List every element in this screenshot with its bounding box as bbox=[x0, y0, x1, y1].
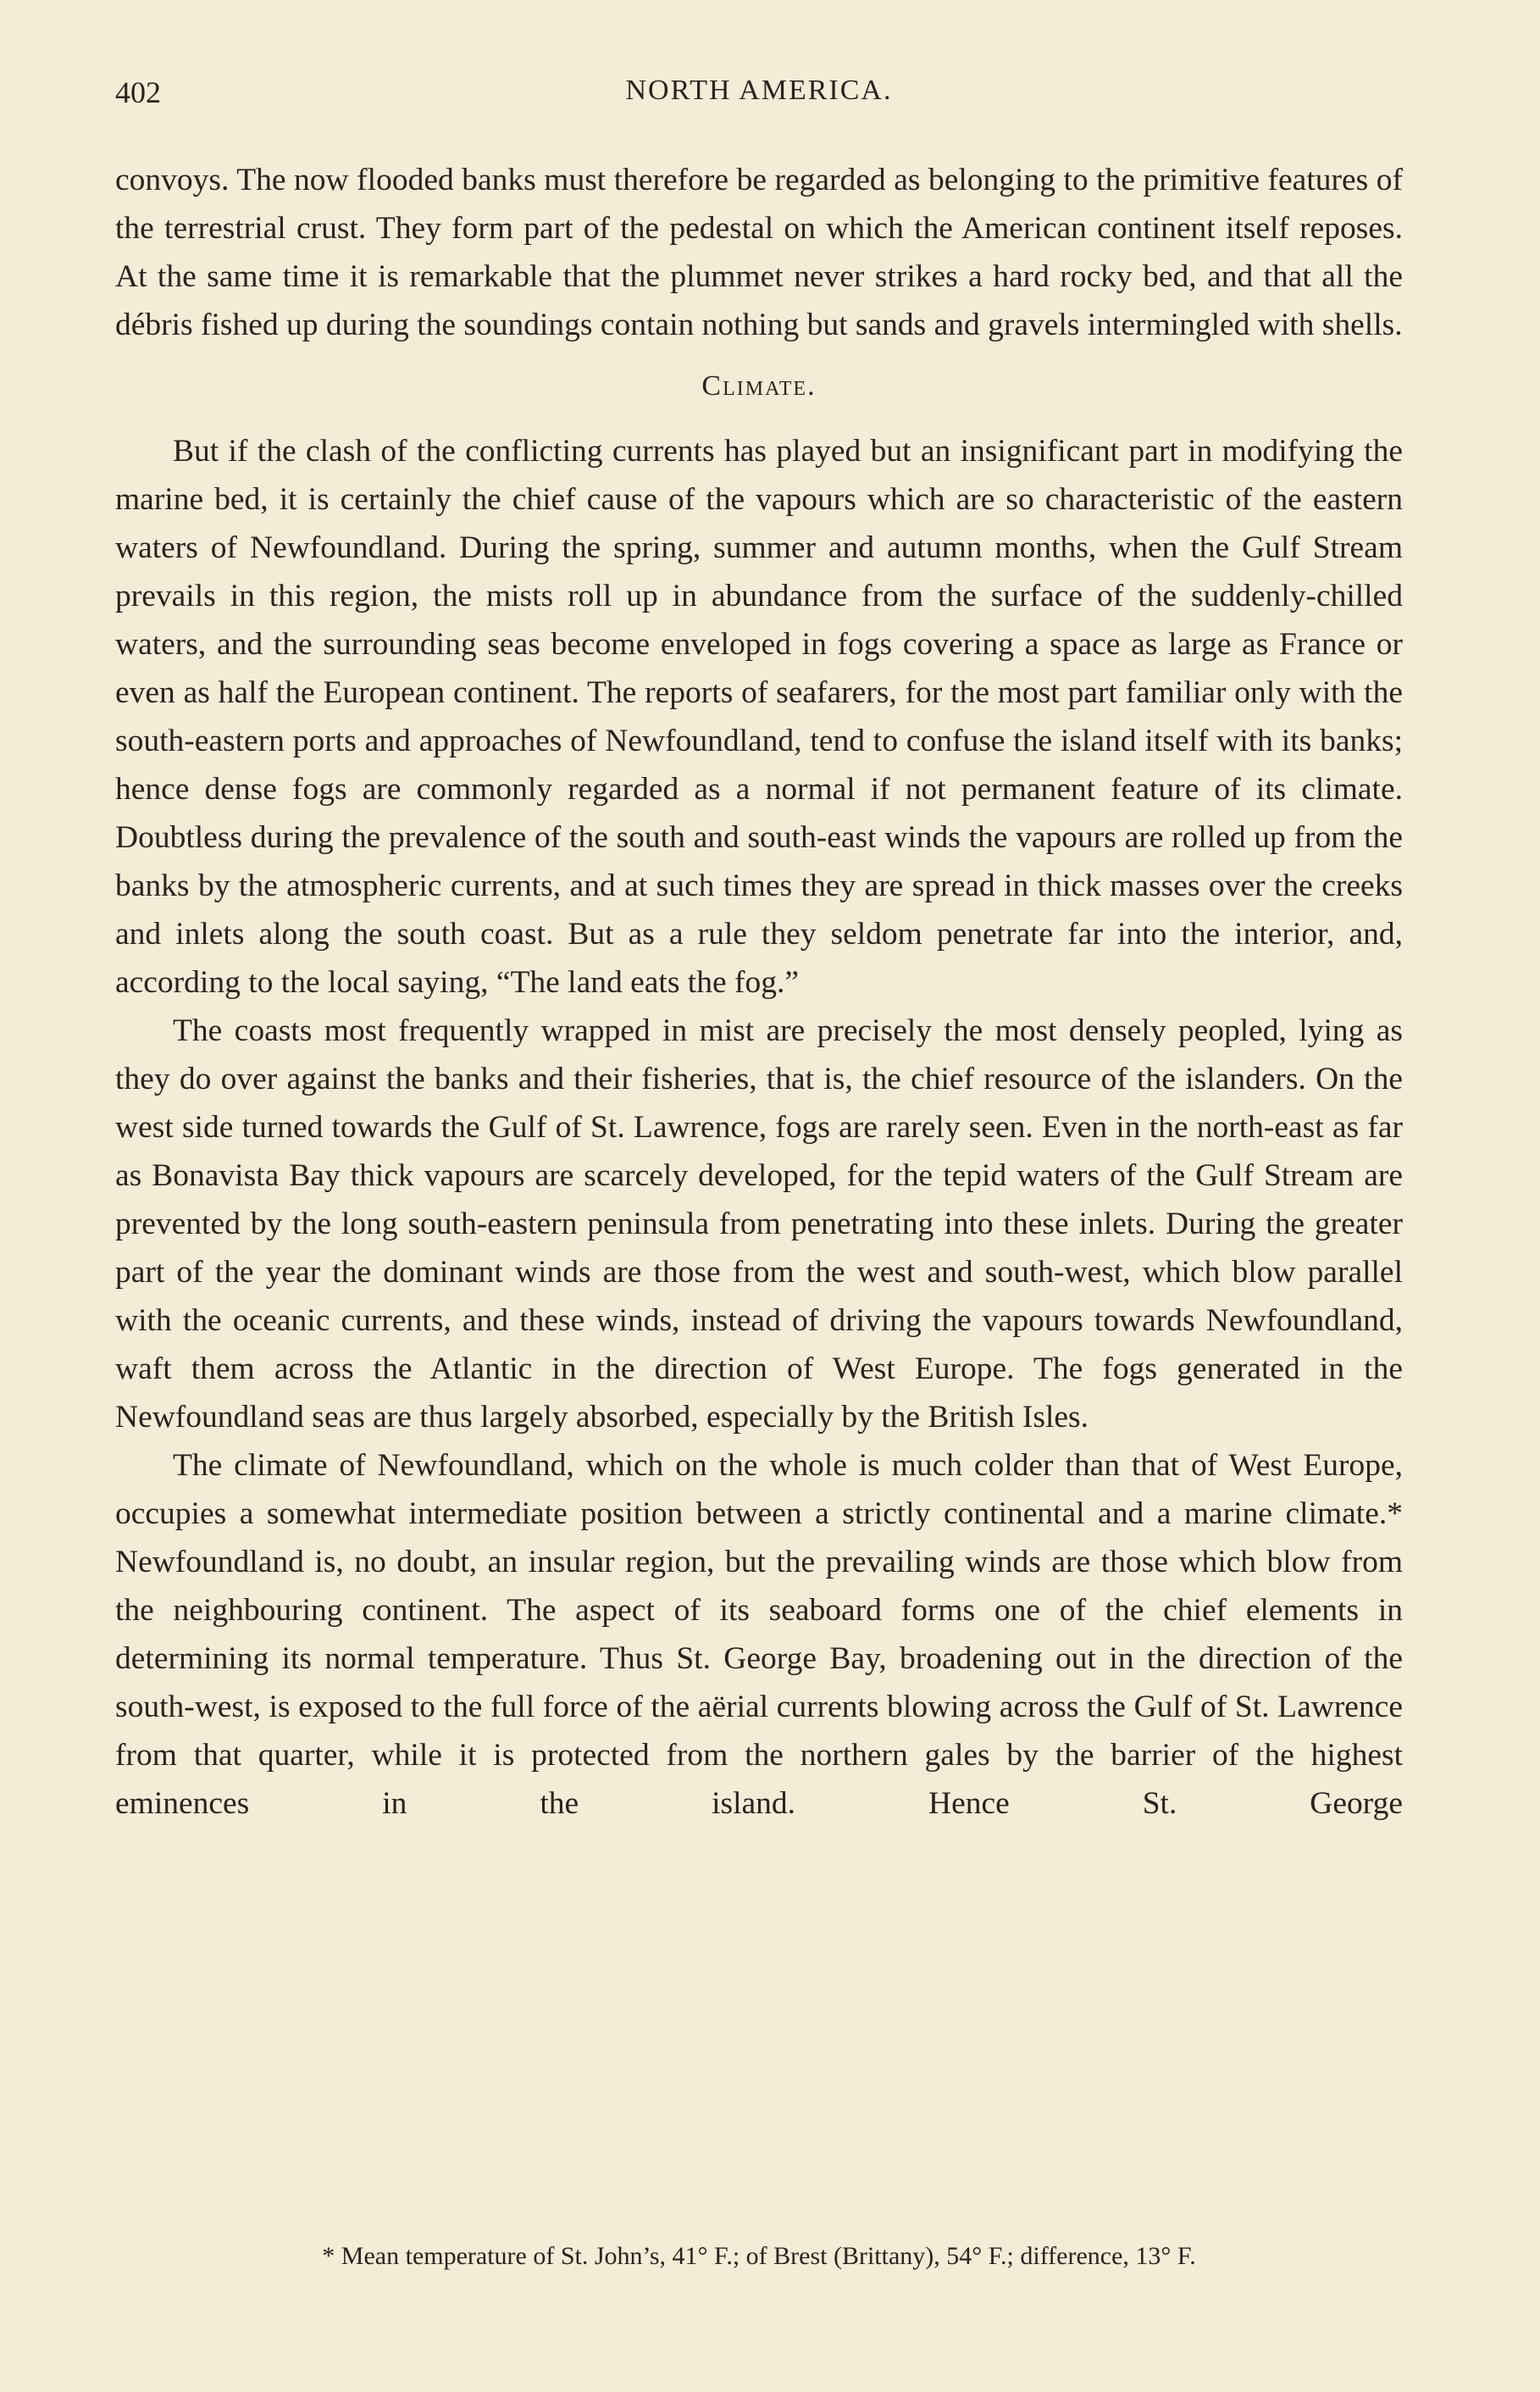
paragraph: But if the clash of the conflicting currents has played but an insignificant part in modifying the marine bed, it is certainly the chief cause of the vapours which are so characteristic of the eastern waters of Newfoundland. During the spring, summer and autumn months, when the Gulf Stream prevails in this region, the mists roll up in abundance from the surface of the suddenly-chilled waters, and the surrounding seas become enveloped in fogs covering a space as large as France or even as half the European continent. The reports of seafarers, for the most part familiar only with the south-eastern ports and approaches of Newfoundland, tend to confuse the island itself with its banks; hence dense fogs are commonly regarded as a normal if not permanent feature of its climate. Doubtless during the prevalence of the south and south-east winds the vapours are rolled up from the banks by the atmospheric currents, and at such times they are spread in thick masses over the creeks and inlets along the south coast. But as a rule they seldom penetrate far into the interior, and, according to the local saying, “The land eats the fog.” bbox=[115, 434, 1403, 1000]
paragraph: convoys. The now flooded banks must therefore be regarded as belonging to the primitive features of the terrestrial crust. They form part of the pedestal on which the American continent itself reposes. At the same time it is remarkable that the plummet never strikes a hard rocky bed, and that all the débris fished up during the soundings contain nothing but sands and gravels intermingled with shells. bbox=[115, 163, 1403, 342]
footnote: * Mean temperature of St. John’s, 41° F.; of Brest (Brittany), 54° F.; difference, 13° F. bbox=[322, 2242, 1196, 2270]
paragraph: The coasts most frequently wrapped in mist are precisely the most densely peopled, lying as they do over against the banks and their fisheries, that is, the chief resource of the islanders. On the west side turned towards the Gulf of St. Lawrence, fogs are rarely seen. Even in the north-east as far as Bonavista Bay thick vapours are scarcely developed, for the tepid waters of the Gulf Stream are prevented by the long south-eastern peninsula from penetrating into these inlets. During the greater part of the year the dominant winds are those from the west and south-west, which blow parallel with the oceanic currents, and these winds, instead of driving the vapours towards Newfoundland, waft them across the Atlantic in the direction of West Europe. The fogs generated in the Newfoundland seas are thus largely absorbed, especially by the British Isles. bbox=[115, 1013, 1403, 1435]
paragraph: The climate of Newfoundland, which on the whole is much colder than that of West Europe, occupies a somewhat intermediate position between a strictly continental and a marine climate.* Newfoundland is, no doubt, an insular region, but the prevailing winds are those which blow from the neighbouring continent. The aspect of its seaboard forms one of the chief elements in determining its normal temperature. Thus St. George Bay, broadening out in the direction of the south-west, is exposed to the full force of the aërial currents blowing across the Gulf of St. Lawrence from that quarter, while it is protected from the northern gales by the barrier of the highest eminences in the island. Hence St. George bbox=[115, 1448, 1403, 1821]
page-number: 402 bbox=[115, 75, 161, 109]
page-header bbox=[115, 75, 1403, 119]
body-text bbox=[115, 156, 1403, 1828]
section-heading: Climate. bbox=[701, 370, 817, 402]
running-head: NORTH AMERICA. bbox=[625, 75, 893, 106]
